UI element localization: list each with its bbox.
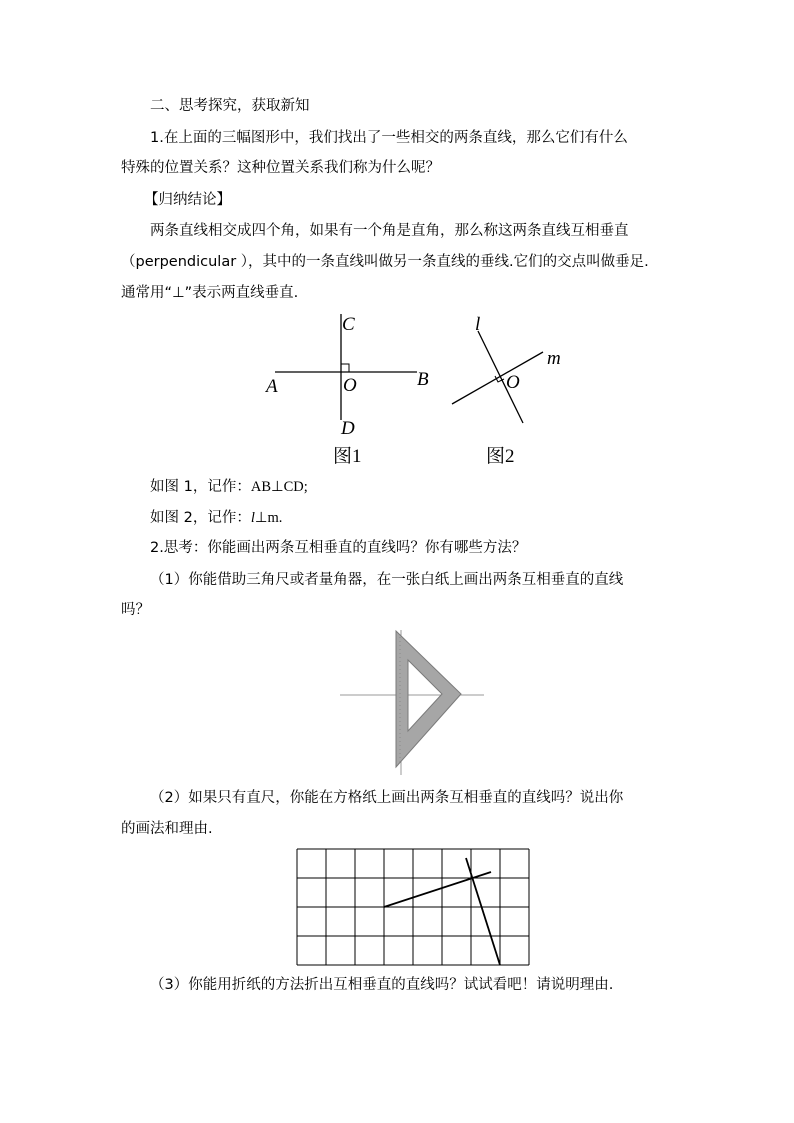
- definition-line-3: 通常用“⊥”表示两直线垂直.: [121, 285, 299, 301]
- notation-expression-1: AB⊥CD;: [250, 479, 308, 495]
- notation-prefix-1: 如图 1，记作：: [150, 479, 251, 495]
- set-square-illustration: [330, 625, 495, 780]
- label-l: l: [475, 314, 481, 335]
- notation-l: l: [250, 510, 255, 526]
- definition-line-1: 两条直线相交成四个角，如果有一个角是直角，那么称这两条直线互相垂直: [150, 223, 629, 239]
- perpendicular-figures: [0, 305, 794, 475]
- notation-prefix-2: 如图 2，记作：: [150, 510, 251, 526]
- figure-1: [264, 314, 429, 467]
- label-a: A: [266, 376, 278, 397]
- line-m: [452, 352, 543, 404]
- label-o: O: [343, 375, 357, 396]
- part-1-line-1: （1）你能借助三角尺或者量角器，在一张白纸上画出两条互相垂直的直线: [150, 572, 624, 588]
- notation-figure-1: [150, 477, 308, 497]
- section-heading: 二、思考探究，获取新知: [150, 98, 310, 114]
- caption-figure-1: 图1: [333, 446, 362, 467]
- right-angle-mark: [341, 364, 349, 372]
- set-square: [396, 631, 461, 767]
- question-1-line-2: 特殊的位置关系？这种位置关系我们称为什么呢？: [121, 160, 440, 176]
- question-1-line-1: 1.在上面的三幅图形中，我们找出了一些相交的两条直线，那么它们有什么: [150, 130, 628, 146]
- caption-figure-2: 图2: [486, 446, 515, 467]
- summary-title: 【归纳结论】: [144, 192, 231, 208]
- label-c: C: [342, 314, 355, 335]
- question-2: 2.思考：你能画出两条互相垂直的直线吗？你有哪些方法？: [150, 540, 527, 556]
- figure-2: [452, 314, 561, 467]
- notation-figure-2: [150, 508, 282, 528]
- label-o-2: O: [506, 372, 520, 393]
- grid-paper-figure: [290, 842, 535, 967]
- grid-line-1: [384, 872, 491, 907]
- notation-rest-2: ⊥m.: [254, 510, 283, 526]
- part-3: （3）你能用折纸的方法折出互相垂直的直线吗？试试看吧！请说明理由.: [150, 977, 614, 993]
- part-2-line-1: （2）如果只有直尺，你能在方格纸上画出两条互相垂直的直线吗？说出你: [150, 790, 624, 806]
- label-d: D: [341, 418, 355, 439]
- label-m: m: [547, 348, 561, 369]
- part-2-line-2: 的画法和理由.: [121, 821, 213, 837]
- label-b: B: [417, 369, 429, 390]
- definition-line-2: （perpendicular ），其中的一条直线叫做另一条直线的垂线.它们的交点叫做垂足.: [121, 254, 649, 270]
- part-1-line-2: 吗？: [121, 602, 150, 618]
